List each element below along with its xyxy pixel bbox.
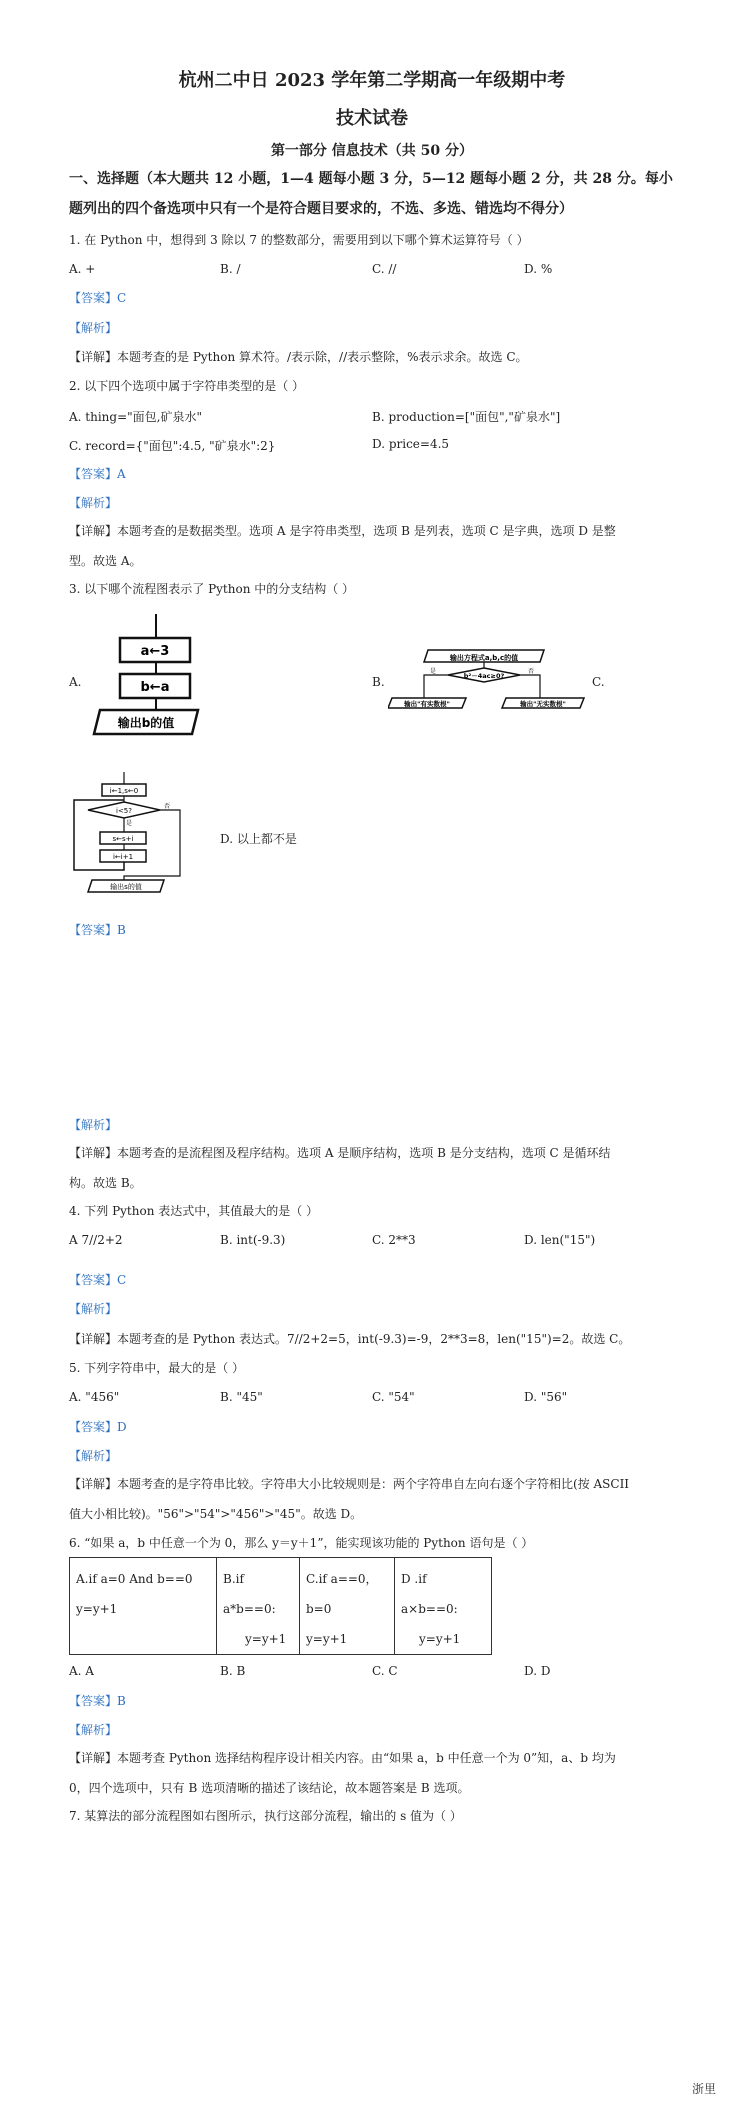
exam-subtitle: 技术试卷 — [336, 108, 408, 129]
flow-c-decision-text: i<5? — [116, 807, 132, 815]
q6-cell-a-line1: A.if a=0 And b==0 — [76, 1572, 193, 1586]
q3-flowchart-a — [92, 612, 200, 738]
flow-a-text2: b←a — [140, 680, 170, 695]
q1-analysis: 【解析】 — [69, 321, 118, 335]
q3-option-d: D. 以上都不是 — [220, 832, 297, 846]
flow-c-no-label: 否 — [164, 803, 171, 810]
section-heading-line2: 题列出的四个备选项中只有一个是符合题目要求的，不选、多选、错选均不得分） — [69, 201, 573, 217]
q6-cell-c-line2: y=y+1 — [306, 1632, 348, 1646]
q5-option-a: A. "456" — [69, 1390, 120, 1404]
flow-b-output-yes-text: 输出"有实数根" — [404, 700, 450, 708]
q4-detail: 【详解】本题考查的是 Python 表达式。7//2+2=5，int(-9.3)=-9，2**3=8，len("15")=2。故选 C。 — [69, 1332, 631, 1346]
flow-c-sum-text: s←s+i — [112, 835, 134, 843]
exam-title: 杭州二中日 2023 学年第二学期高一年级期中考 — [178, 70, 566, 91]
q6-detail-line1: 【详解】本题考查 Python 选择结构程序设计相关内容。由“如果 a，b 中任意一个为 0”知，a、b 均为 — [69, 1751, 616, 1765]
q6-cell-d-line1: D .if a×b==0: — [401, 1572, 458, 1616]
q4-stem: 4. 下列 Python 表达式中，其值最大的是（ ） — [69, 1204, 319, 1218]
q5-option-b: B. "45" — [220, 1390, 263, 1404]
q2-analysis: 【解析】 — [69, 496, 118, 510]
q3-detail-line2: 构。故选 B。 — [69, 1176, 142, 1190]
flow-c-yes-label: 是 — [126, 820, 133, 827]
flow-a-text1: a←3 — [140, 644, 170, 659]
q6-option-b: B. B — [220, 1664, 246, 1678]
flow-b-decision-text: b²－4ac≥0? — [463, 672, 505, 680]
q4-option-a: A 7//2+2 — [69, 1233, 123, 1247]
q5-detail — [69, 1469, 689, 1529]
q1-option-b: B. / — [220, 262, 241, 276]
flow-c-increment-text: i←i+1 — [112, 853, 134, 861]
q3-label-c: C. — [592, 675, 605, 689]
q1-answer: 【答案】C — [69, 291, 127, 305]
q6-analysis: 【解析】 — [69, 1723, 118, 1737]
q6-stem: 6. “如果 a，b 中任意一个为 0，那么 y＝y＋1”，能实现该功能的 Python 语句是（ ） — [69, 1536, 534, 1550]
q2-detail-line1: 【详解】本题考查的是数据类型。选项 A 是字符串类型，选项 B 是列表，选项 C 是字典，选项 D 是整 — [69, 524, 616, 538]
q2-detail-line2: 型。故选 A。 — [69, 554, 142, 568]
q4-analysis: 【解析】 — [69, 1302, 118, 1316]
q5-stem: 5. 下列字符串中，最大的是（ ） — [69, 1361, 245, 1375]
q6-cell-d-line2: y=y+1 — [419, 1632, 461, 1646]
q3-stem: 3. 以下哪个流程图表示了 Python 中的分支结构（ ） — [69, 582, 355, 596]
flow-b-yes-label: 是 — [430, 668, 437, 675]
flow-a-text3: 输出b的值 — [117, 716, 175, 730]
q1-option-c: C. // — [372, 262, 397, 276]
q5-analysis: 【解析】 — [69, 1449, 118, 1463]
flow-c-output-text: 输出s的值 — [110, 883, 142, 891]
q4-option-c: C. 2**3 — [372, 1233, 416, 1247]
q2-option-c: C. record={"面包":4.5, "矿泉水":2} — [69, 439, 276, 453]
q1-detail: 【详解】本题考查的是 Python 算术符。/表示除，//表示整除，%表示求余。故选 C。 — [69, 350, 528, 364]
flow-b-input-text: 输出方程式a,b,c的值 — [449, 654, 519, 662]
q3-answer: 【答案】B — [69, 923, 126, 937]
q6-cell-b-line1: B.if a*b==0: — [223, 1572, 276, 1616]
flow-b-no-label: 否 — [528, 668, 535, 675]
q6-cell-b-line2: y=y+1 — [245, 1632, 287, 1646]
q5-detail-line1: 【详解】本题考查的是字符串比较。字符串大小比较规则是：两个字符串自左向右逐个字符相比(按 ASCII — [69, 1477, 630, 1491]
q2-option-d: D. price=4.5 — [372, 437, 450, 451]
q6-detail-line2: 0，四个选项中，只有 B 选项清晰的描述了该结论，故本题答案是 B 选项。 — [69, 1781, 470, 1795]
q6-options-table — [69, 1557, 492, 1655]
q1-option-d: D. % — [524, 262, 553, 276]
q6-cell-c — [300, 1558, 395, 1655]
flow-c-init-text: i←1,s←0 — [109, 787, 139, 795]
q2-option-b: B. production=["面包","矿泉水"] — [372, 410, 561, 424]
q6-answer: 【答案】B — [69, 1694, 126, 1708]
q3-detail — [69, 1138, 689, 1198]
q4-answer: 【答案】C — [69, 1273, 127, 1287]
q6-cell-a-line2: y=y+1 — [76, 1602, 118, 1616]
q6-cell-c-line1: C.if a==0，b=0 — [306, 1572, 378, 1616]
q6-option-c: C. C — [372, 1664, 398, 1678]
q1-option-a: A. + — [69, 262, 96, 276]
part-heading: 第一部分 信息技术（共 50 分） — [270, 143, 474, 159]
flow-b-output-no-text: 输出"无实数根" — [520, 700, 566, 708]
q3-label-b: B. — [372, 675, 385, 689]
q6-option-d: D. D — [524, 1664, 551, 1678]
q2-stem: 2. 以下四个选项中属于字符串类型的是（ ） — [69, 379, 305, 393]
page-footer: 浙里 — [691, 2082, 716, 2096]
q3-flowchart-c — [66, 770, 196, 900]
q4-option-b: B. int(-9.3) — [220, 1233, 286, 1247]
q5-option-c: C. "54" — [372, 1390, 415, 1404]
q7-stem: 7. 某算法的部分流程图如右图所示，执行这部分流程，输出的 s 值为（ ） — [69, 1809, 462, 1823]
q6-option-a: A. A — [69, 1664, 94, 1678]
q2-answer: 【答案】A — [69, 467, 126, 481]
q1-stem: 1. 在 Python 中，想得到 3 除以 7 的整数部分，需要用到以下哪个算术运算符号（ ） — [69, 233, 529, 247]
q6-cell-b — [217, 1558, 300, 1655]
q5-option-d: D. "56" — [524, 1390, 568, 1404]
table-row — [70, 1558, 492, 1655]
q6-detail — [69, 1743, 689, 1803]
q6-cell-d — [395, 1558, 492, 1655]
q3-flowchart-b — [388, 644, 588, 716]
q6-cell-a — [70, 1558, 217, 1655]
q3-label-a: A. — [69, 675, 82, 689]
q5-answer: 【答案】D — [69, 1420, 127, 1434]
q5-detail-line2: 值大小相比较)。"56">"54">"456">"45"。故选 D。 — [69, 1507, 363, 1521]
section-heading — [69, 164, 684, 224]
q2-option-a: A. thing="面包,矿泉水" — [69, 410, 203, 424]
q4-option-d: D. len("15") — [524, 1233, 596, 1247]
q3-analysis: 【解析】 — [69, 1118, 118, 1132]
section-heading-line1: 一、选择题（本大题共 12 小题，1—4 题每小题 3 分，5—12 题每小题 2 分，共 28 分。每小 — [69, 171, 673, 187]
q3-detail-line1: 【详解】本题考查的是流程图及程序结构。选项 A 是顺序结构，选项 B 是分支结构，选项 C 是循环结 — [69, 1146, 611, 1160]
q2-detail — [69, 516, 689, 576]
